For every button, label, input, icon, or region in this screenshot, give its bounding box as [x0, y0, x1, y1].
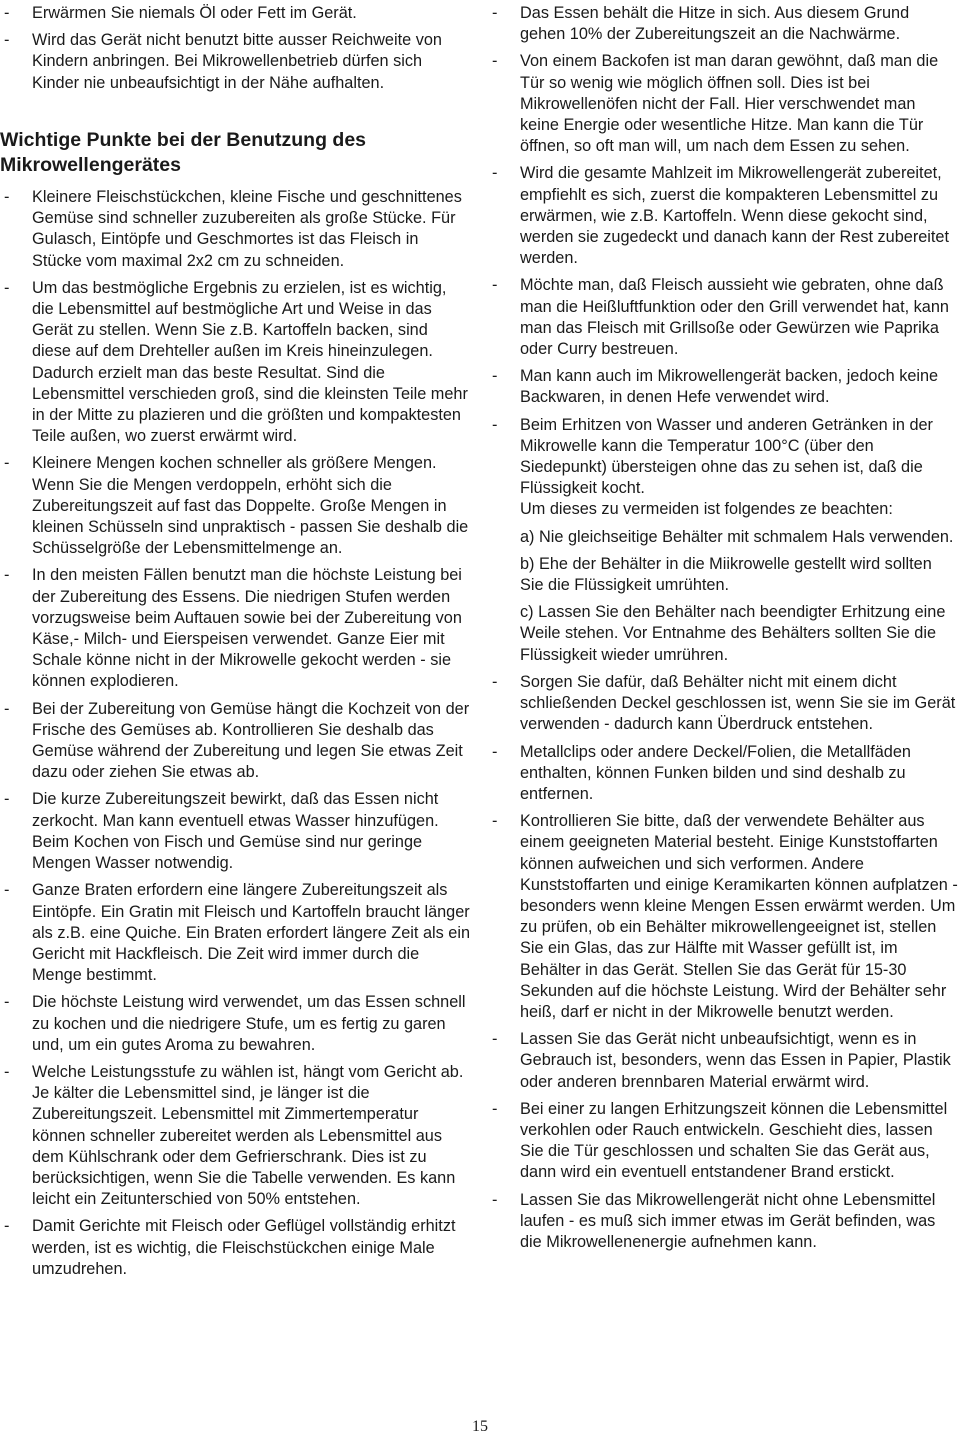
- sub-item-a: a) Nie gleichseitige Behälter mit schmalem Hals verwenden.: [520, 527, 954, 546]
- list-item: - Die höchste Leistung wird verwendet, um das Essen schnell zu kochen und die niedrigere Stufe, um es fertig zu garen und, um ein gutes Aroma zu bewahren.: [4, 993, 466, 1054]
- page-number: 15: [472, 1418, 488, 1435]
- item-text: Sorgen Sie dafür, daß Behälter nicht mit einem dicht schließenden Deckel geschlossen ist, wenn Sie sie im Gerät verwenden - dadurch kann Überdruck entstehen.: [520, 672, 956, 734]
- item-text: Beim Erhitzen von Wasser und anderen Getränken in der Mikrowelle kann die Temperatur 100°C (über den Siedepunkt) übersteigen ohne das zu sehen ist, daß die Flüssigkeit kocht.: [520, 415, 933, 498]
- sub-item-b: b) Ehe der Behälter in die Miikrowelle gestellt wird sollten Sie die Flüssigkeit umrühten.: [520, 554, 932, 595]
- list-item: - Kleinere Fleischstückchen, kleine Fische und geschnittenes Gemüse sind schneller zuzubereiten als große Stücke. Für Gulasch, Eintöpfe und Geschmortes ist das Fleisch in Stücke vom maximal 2x2 cm zu schneiden.: [4, 188, 462, 270]
- item-text: Metallclips oder andere Deckel/Folien, die Metallfäden enthalten, können Funken bilden und sind deshalb zu entfernen.: [520, 742, 911, 803]
- item-text: Ganze Braten erfordern eine längere Zubereitungszeit als Eintöpfe. Ein Gratin mit Fleisch und Kartoffeln braucht länger als z.B. eine Quiche. Ein Braten erfordert längere Zeit als ein Gericht mit Hackfleisch. Die Zeit wird immer durch die Menge bestimmt.: [32, 881, 471, 985]
- item-text: In den meisten Fällen benutzt man die höchste Leistung bei der Zubereitung des Essens. Die niedrigen Stufen werden vorzugsweise beim Auftauen sowie bei der Zubereitung von Käse,- Milch- und Eierspeisen verwendet. Ganze Eier mit Schale könne nicht in der Mikrowelle gekocht werden - sie können explodieren.: [32, 566, 462, 691]
- list-item: - Damit Gerichte mit Fleisch oder Geflügel vollständig erhitzt werden, ist es wichtig, die Fleischstückchen einige Male umzudrehen.: [4, 1217, 456, 1278]
- list-item: - Lassen Sie das Mikrowellengerät nicht ohne Lebensmittel laufen - es muß sich immer etwas im Gerät befinden, was die Mikrowellenenergie aufnehmen kann.: [492, 1190, 936, 1251]
- tips-list: [0, 187, 470, 1280]
- list-item: - Wird das Gerät nicht benutzt bitte ausser Reichweite von Kindern anbringen. Bei Mikrowellenbetrieb dürfen sich Kinder nie unbeaufsichtigt in der Nähe aufhalten.: [4, 31, 442, 92]
- list-item: - Lassen Sie das Gerät nicht unbeaufsichtigt, wenn es in Gebrauch ist, besonders, wenn das Essen in Papier, Plastik oder anderen brennbaren Material erwärmt wird.: [492, 1030, 951, 1091]
- list-item: - Bei einer zu langen Erhitzungszeit können die Lebensmittel verkohlen oder Rauch entwickeln. Geschieht dies, lassen Sie die Tür geschlossen und schalten Sie das Gerät aus, dann wird ein eventuell entstandener Brand erstickt.: [492, 1099, 948, 1182]
- list-item: - Welche Leistungsstufe zu wählen ist, hängt vom Gericht ab. Je kälter die Lebensmittel sind, je länger ist die Zubereitungszeit. Lebensmittel mit Zimmertemperatur können schneller zubereitet werden als Lebensmittel aus dem Kühlschrank oder dem Gefrierschrank. Dies ist zu berücksichtigen, wenn Sie die Tabelle verwenden. Es kann leicht ein Zeitunterschied von 50% entstehen.: [4, 1062, 464, 1209]
- list-item: - In den meisten Fällen benutzt man die höchste Leistung bei der Zubereitung des Essens. Die niedrigen Stufen werden vorzugsweise beim Auftauen sowie bei der Zubereitung von Käse,- Milch- und Eierspeisen verwendet. Ganze Eier mit Schale könne nicht in der Mikrowelle gekocht werden - sie können explodieren.: [4, 566, 462, 691]
- sub-item-c: c) Lassen Sie den Behälter nach beendigter Erhitzung eine Weile stehen. Vor Entnahme des Behälters sollten Sie die Flüssigkeit wieder umrühren.: [520, 603, 946, 664]
- list-item: - Sorgen Sie dafür, daß Behälter nicht mit einem dicht schließenden Deckel geschlossen ist, wenn Sie sie im Gerät verwenden - dadurch kann Überdruck entstehen.: [492, 672, 956, 734]
- item-text: Bei einer zu langen Erhitzungszeit können die Lebensmittel verkohlen oder Rauch entwickeln. Geschieht dies, lassen Sie die Tür geschlossen und schalten Sie das Gerät aus, dann wird ein eventuell entstandener Brand erstickt.: [520, 1099, 948, 1182]
- list-item: - Kleinere Mengen kochen schneller als größere Mengen. Wenn Sie die Mengen verdoppeln, erhöht sich die Zubereitungszeit auf fast das Doppelte. Große Mengen in kleinen Schüsseln sind unpraktisch - passen Sie deshalb die Schüsselgröße der Lebensmittelmenge an.: [4, 454, 469, 558]
- list-item: - Man kann auch im Mikrowellengerät backen, jedoch keine Backwaren, in denen Hefe verwendet wird.: [492, 367, 939, 407]
- section-heading: Wichtige Punkte bei der Benutzung des Mikrowellengerätes: [0, 129, 367, 176]
- item-text: Man kann auch im Mikrowellengerät backen, jedoch keine Backwaren, in denen Hefe verwendet wird.: [520, 367, 939, 407]
- item-text: Welche Leistungsstufe zu wählen ist, hängt vom Gericht ab. Je kälter die Lebensmittel sind, je länger ist die Zubereitungszeit. Lebensmittel mit Zimmertemperatur können schneller zubereitet werden als Lebensmittel aus dem Kühlschrank oder dem Gefrierschrank. Dies ist zu berücksichtigen, wenn Sie die Tabelle verwenden. Es kann leicht ein Zeitunterschied von 50% entstehen.: [32, 1062, 464, 1209]
- note-text: Um dieses zu vermeiden ist folgendes ze beachten:: [520, 500, 893, 519]
- item-text: Das Essen behält die Hitze in sich. Aus diesem Grund gehen 10% der Zubereitungszeit an die Nachwärme.: [520, 4, 910, 44]
- item-text: Um das bestmögliche Ergebnis zu erzielen, ist es wichtig, die Lebensmittel auf bestmögliche Art und Weise in das Gerät zu stellen. Wenn Sie z.B. Kartoffeln backen, sind diese auf dem Drehteller außen im Kreis hineinzulegen. Dadurch erzielt man das beste Resultat. Sind die Lebensmittel verschieden groß, sind die kleinsten Teile mehr in der Mitte zu plazieren und die größten und kompaktesten Teile außen, wo zuerst erwärmt wird.: [32, 278, 468, 446]
- list-item: - Das Essen behält die Hitze in sich. Aus diesem Grund gehen 10% der Zubereitungszeit an die Nachwärme.: [492, 4, 910, 44]
- list-item: - Erwärmen Sie niemals Öl oder Fett im Gerät.: [4, 4, 357, 22]
- list-item: - Die kurze Zubereitungszeit bewirkt, daß das Essen nicht zerkocht. Man kann eventuell etwas Wasser hinzufügen. Beim Kochen von Fisch und Gemüse sind nur geringe Mengen Wasser notwendig.: [4, 790, 439, 873]
- item-text: Von einem Backofen ist man daran gewöhnt, daß man die Tür so wenig wie möglich öffnen soll. Dies ist bei Mikrowellenöfen nicht der Fall. Hier verschwendet man keine Energie oder wesentliche Hitze. Man kann die Tür öffnen, so oft man will, um nach dem Essen zu sehen.: [520, 52, 939, 156]
- item-text: Bei der Zubereitung von Gemüse hängt die Kochzeit von der Frische des Gemüses ab. Kontrollieren Sie deshalb das Gemüse während der Zubereitung und legen Sie etwas Zeit dazu oder ziehen Sie etwas ab.: [32, 699, 470, 782]
- item-text: Die kurze Zubereitungszeit bewirkt, daß das Essen nicht zerkocht. Man kann eventuell etwas Wasser hinzufügen. Beim Kochen von Fisch und Gemüse sind nur geringe Mengen Wasser notwendig.: [32, 790, 439, 873]
- list-item: - Um das bestmögliche Ergebnis zu erzielen, ist es wichtig, die Lebensmittel auf bestmögliche Art und Weise in das Gerät zu stellen. Wenn Sie z.B. Kartoffeln backen, sind diese auf dem Drehteller außen im Kreis hineinzulegen. Dadurch erzielt man das beste Resultat. Sind die Lebensmittel verschieden groß, sind die kleinsten Teile mehr in der Mitte zu plazieren und die größten und kompaktesten Teile außen, wo zuerst erwärmt wird.: [4, 278, 468, 446]
- item-text: Lassen Sie das Gerät nicht unbeaufsichtigt, wenn es in Gebrauch ist, besonders, wenn das Essen in Papier, Plastik oder anderen brennbaren Material erwärmt wird.: [520, 1030, 951, 1091]
- item-text: Wird das Gerät nicht benutzt bitte ausser Reichweite von Kindern anbringen. Bei Mikrowellenbetrieb dürfen sich Kinder nie unbeaufsichtigt in der Nähe aufhalten.: [32, 31, 442, 92]
- item-text: Die höchste Leistung wird verwendet, um das Essen schnell zu kochen und die niedrigere Stufe, um es fertig zu garen und, um ein gutes Aroma zu bewahren.: [32, 993, 466, 1054]
- list-item: - Bei der Zubereitung von Gemüse hängt die Kochzeit von der Frische des Gemüses ab. Kontrollieren Sie deshalb das Gemüse während der Zubereitung und legen Sie etwas Zeit dazu oder ziehen Sie etwas ab.: [4, 699, 470, 782]
- list-item: - Beim Erhitzen von Wasser und anderen Getränken in der Mikrowelle kann die Temperatur 100°C (über den Siedepunkt) übersteigen ohne das zu sehen ist, daß die Flüssigkeit kocht.: [492, 415, 933, 498]
- list-item: - Von einem Backofen ist man daran gewöhnt, daß man die Tür so wenig wie möglich öffnen soll. Dies ist bei Mikrowellenöfen nicht der Fall. Hier verschwendet man keine Energie oder wesentliche Hitze. Man kann die Tür öffnen, so oft man will, um nach dem Essen zu sehen.: [492, 52, 939, 156]
- item-text: Erwärmen Sie niemals Öl oder Fett im Gerät.: [32, 4, 357, 22]
- list-item: - Ganze Braten erfordern eine längere Zubereitungszeit als Eintöpfe. Ein Gratin mit Fleisch und Kartoffeln braucht länger als z.B. eine Quiche. Ein Braten erfordert längere Zeit als ein Gericht mit Hackfleisch. Die Zeit wird immer durch die Menge bestimmt.: [4, 881, 471, 985]
- list-item: - Möchte man, daß Fleisch aussieht wie gebraten, ohne daß man die Heißluftfunktion oder den Grill verwendet hat, kann man das Fleisch mit Grillsoße oder Gewürzen wie Paprika oder Curry bestreuen.: [492, 276, 949, 359]
- item-text: Wird die gesamte Mahlzeit im Mikrowellengerät zubereitet, empfiehlt es sich, zuerst die kompakteren Lebensmittel zu erwärmen, wie z.B. Kartoffeln. Wenn diese gekocht sind, werden sie zugedeckt und danach kann der Rest zubereitet werden.: [520, 164, 950, 268]
- item-text: Kontrollieren Sie bitte, daß der verwendete Behälter aus einem geeigneten Material besteht. Einige Kunststoffarten können aufweichen und sich verformen. Andere Kunststoffarten und einige Keramikarten können aufplatzen - besonders wenn kleine Mengen Essen erwärmt werden. Um zu prüfen, ob ein Behälter mikrowellengeeignet ist, stellen Sie ein Glas, das zur Hälfte mit Wasser gefüllt ist, im Behälter in das Gerät. Stellen Sie das Gerät für 15-30 Sekunden auf die höchste Leistung. Wird der Behälter sehr heiß, darf er nicht in der Mikrowelle benutzt werden.: [520, 812, 958, 1021]
- list-item: - Metallclips oder andere Deckel/Folien, die Metallfäden enthalten, können Funken bilden und sind deshalb zu entfernen.: [492, 742, 911, 803]
- item-text: Damit Gerichte mit Fleisch oder Geflügel vollständig erhitzt werden, ist es wichtig, die Fleischstückchen einige Male umzudrehen.: [32, 1217, 456, 1278]
- item-text: Möchte man, daß Fleisch aussieht wie gebraten, ohne daß man die Heißluftfunktion oder den Grill verwendet hat, kann man das Fleisch mit Grillsoße oder Gewürzen wie Paprika oder Curry bestreuen.: [520, 276, 949, 359]
- list-item: - Wird die gesamte Mahlzeit im Mikrowellengerät zubereitet, empfiehlt es sich, zuerst die kompakteren Lebensmittel zu erwärmen, wie z.B. Kartoffeln. Wenn diese gekocht sind, werden sie zugedeckt und danach kann der Rest zubereitet werden.: [492, 164, 950, 268]
- list-item: - Kontrollieren Sie bitte, daß der verwendete Behälter aus einem geeigneten Material besteht. Einige Kunststoffarten können aufweichen und sich verformen. Andere Kunststoffarten und einige Keramikarten können aufplatzen - besonders wenn kleine Mengen Essen erwärmt werden. Um zu prüfen, ob ein Behälter mikrowellengeeignet ist, stellen Sie ein Glas, das zur Hälfte mit Wasser gefüllt ist, im Behälter in das Gerät. Stellen Sie das Gerät für 15-30 Sekunden auf die höchste Leistung. Wird der Behälter sehr heiß, darf er nicht in der Mikrowelle benutzt werden.: [492, 812, 958, 1021]
- item-text: Kleinere Mengen kochen schneller als größere Mengen. Wenn Sie die Mengen verdoppeln, erhöht sich die Zubereitungszeit auf fast das Doppelte. Große Mengen in kleinen Schüsseln sind unpraktisch - passen Sie deshalb die Schüsselgröße der Lebensmittelmenge an.: [32, 454, 469, 558]
- item-text: Lassen Sie das Mikrowellengerät nicht ohne Lebensmittel laufen - es muß sich immer etwas im Gerät befinden, was die Mikrowellenenergie aufnehmen kann.: [520, 1190, 936, 1251]
- item-text: Kleinere Fleischstückchen, kleine Fische und geschnittenes Gemüse sind schneller zuzubereiten als große Stücke. Für Gulasch, Eintöpfe und Geschmortes ist das Fleisch in Stücke vom maximal 2x2 cm zu schneiden.: [32, 188, 462, 270]
- intro-list: [0, 3, 470, 94]
- tips-list-continued: [488, 3, 958, 1253]
